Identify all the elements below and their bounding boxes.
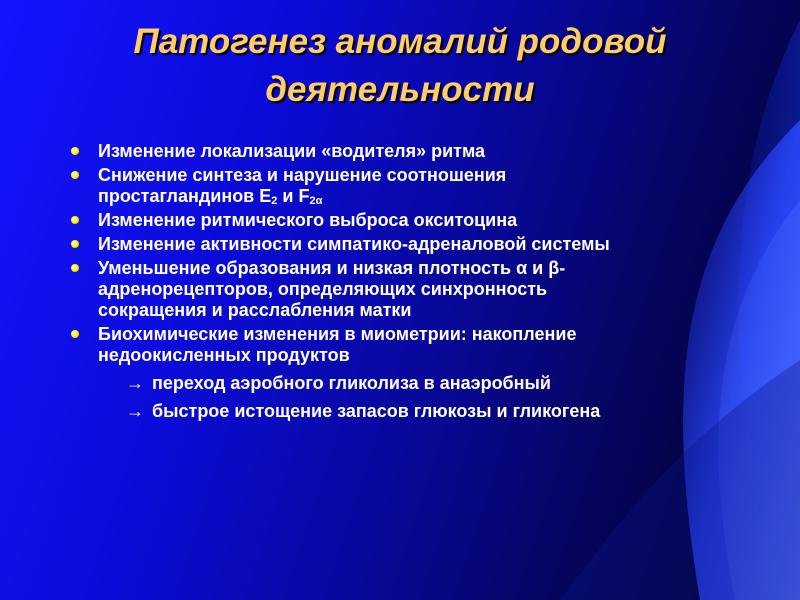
bullet-text: Уменьшение образования и низкая плотность α и β- xyxy=(98,258,566,278)
list-item xyxy=(70,258,750,321)
bullet-text-line-3: сокращения и расслабления матки xyxy=(98,300,412,320)
bullet-text: Снижение синтеза и нарушение соотношения xyxy=(98,165,507,185)
list-item xyxy=(70,234,750,255)
list-item xyxy=(70,165,750,207)
bullet-text: Изменение активности симпатико-адреналовой системы xyxy=(98,234,610,254)
bullet-text-line-2: недоокисленных продуктов xyxy=(98,345,350,365)
slide-title xyxy=(60,18,740,114)
list-item xyxy=(70,324,750,422)
sub-item xyxy=(98,401,750,422)
title-line-2: деятельности xyxy=(265,70,535,109)
bullet-icon xyxy=(71,330,79,338)
bullet-text: Биохимические изменения в миометрии: накопление xyxy=(98,324,577,344)
subscript-e2: 2 xyxy=(271,195,278,207)
prostaglandin-prefix: простагландинов Е xyxy=(98,186,272,206)
sub-item xyxy=(98,373,750,394)
bullet-icon xyxy=(71,216,79,224)
title-line-1: Патогенез аномалий родовой xyxy=(133,22,667,61)
list-item xyxy=(70,210,750,231)
subscript-f2a: 2α xyxy=(309,195,323,207)
list-item xyxy=(70,141,750,162)
bullet-text-line-2 xyxy=(98,186,750,207)
sub-item-text: быстрое истощение запасов глюкозы и гликогена xyxy=(152,401,601,421)
right-arrow-icon: → xyxy=(126,373,144,393)
right-arrow-icon: → xyxy=(126,401,144,421)
bullet-icon xyxy=(71,264,79,272)
bullet-icon xyxy=(71,240,79,248)
bullet-text: Изменение локализации «водителя» ритма xyxy=(98,141,486,161)
bullet-text-line-2: адренорецепторов, определяющих синхронность xyxy=(98,279,548,299)
bullet-text: Изменение ритмического выброса окситоцина xyxy=(98,210,518,230)
bullet-list xyxy=(70,141,750,425)
bullet-icon xyxy=(71,171,79,179)
bullet-icon xyxy=(71,147,79,155)
prostaglandin-mid: и F xyxy=(277,186,310,206)
sub-item-text: переход аэробного гликолиза в анаэробный xyxy=(152,373,551,393)
